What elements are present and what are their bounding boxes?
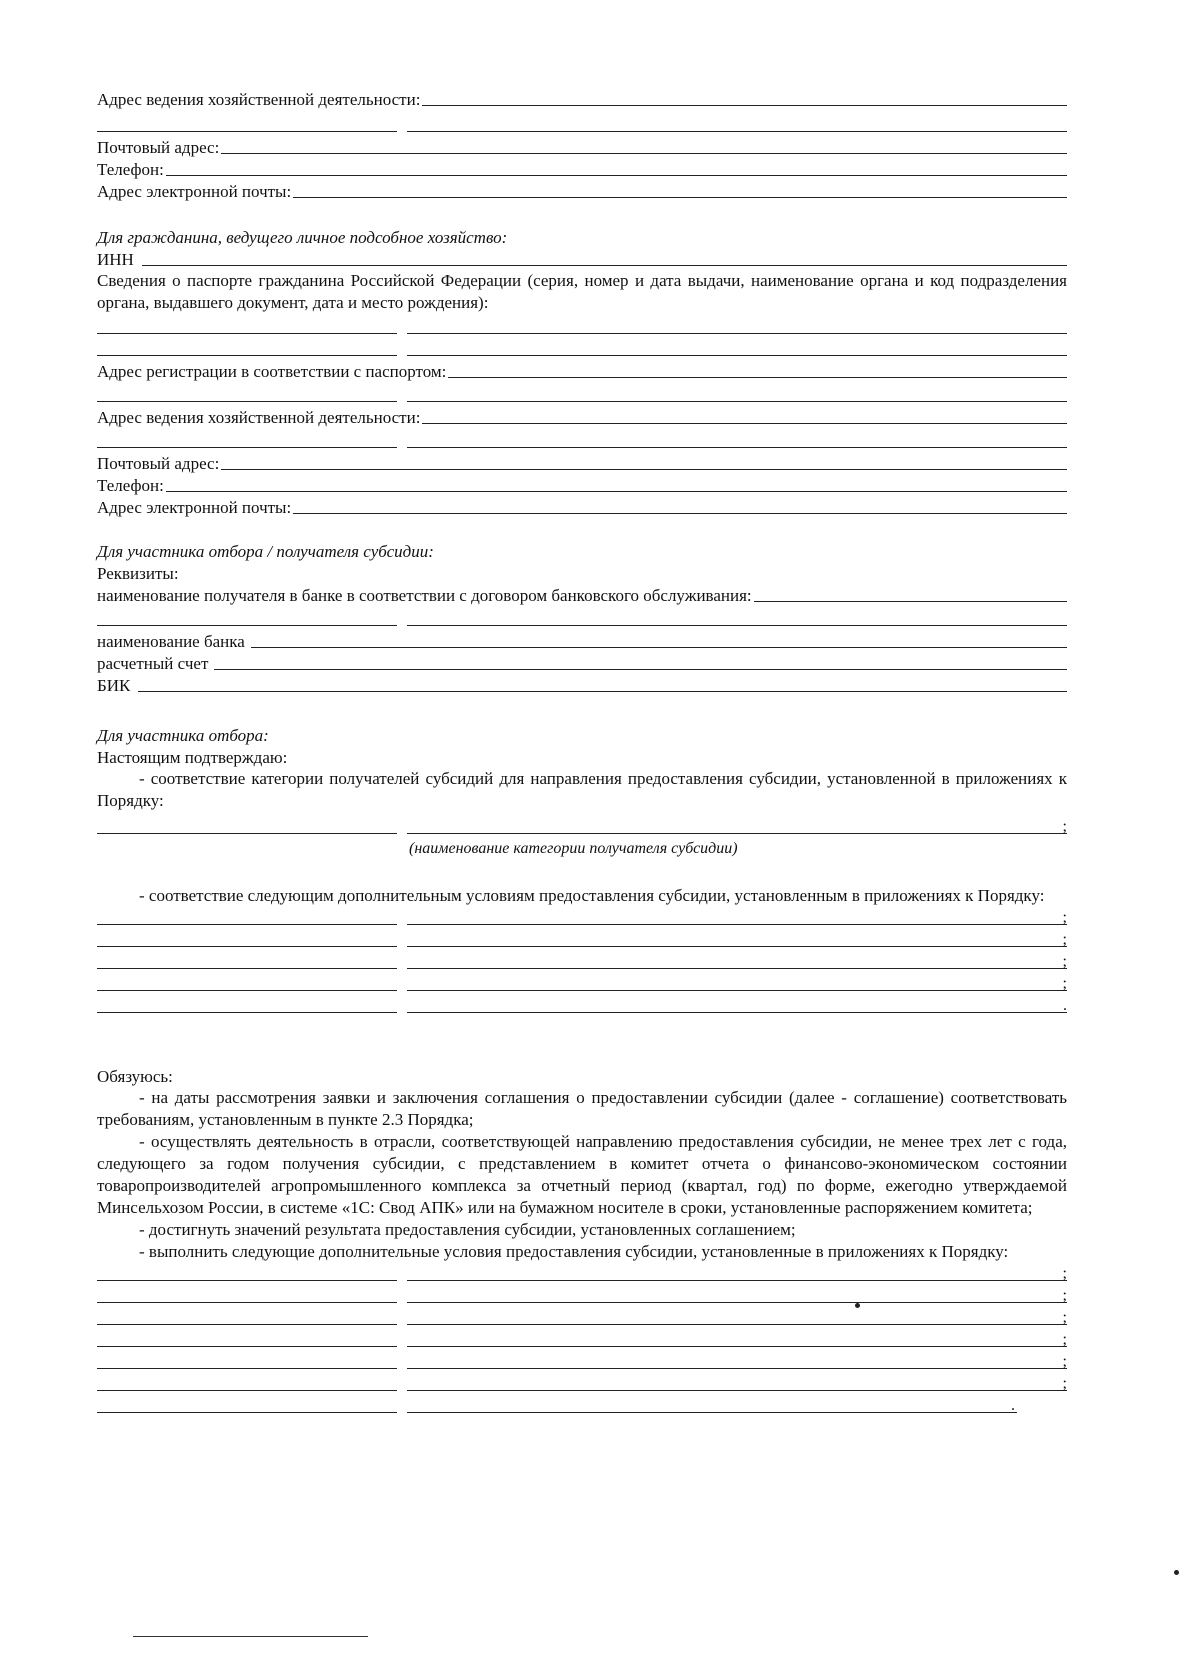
registration-row	[97, 360, 1067, 382]
category-semicolon: ;	[1062, 818, 1067, 835]
conditions-line-5-punct: .	[1063, 997, 1067, 1014]
extra-conditions-line-1[interactable]	[97, 1263, 1067, 1285]
account-row	[97, 652, 1067, 674]
activity-address-row	[97, 88, 1067, 110]
extra-conditions-line-6[interactable]	[97, 1373, 1067, 1395]
conditions-line-2[interactable]	[97, 929, 1067, 951]
obligation-item-2: - осуществлять деятельность в отрасли, соответствующей направлению предоставления субсидии, не менее трех лет с года, следующего за годом получения субсидии, с представлением в комитет отчета о финансово-экономическом состоянии товаропроизводителей агропромышленного комплекса за отчетный период (квартал, год) по форме, ежегодно утверждаемой Минсельхозом России, в системе «1С: Свод АПК» или на бумажном носителе в сроки, установленные распоряжением комитета;	[97, 1132, 1067, 1217]
recipient-block	[97, 540, 1067, 696]
extra-conditions-line-7[interactable]	[97, 1395, 1067, 1417]
email-row	[97, 180, 1067, 202]
registration-field[interactable]	[448, 377, 1067, 378]
obligations-block	[97, 1065, 1067, 1417]
participant-block	[97, 724, 1067, 838]
conditions-line-3[interactable]	[97, 951, 1067, 973]
bank-recipient-label: наименование получателя в банке в соответствии с договором банковского обслуживания:	[97, 586, 752, 605]
citizen-email-field[interactable]	[293, 513, 1067, 514]
bik-row	[97, 674, 1067, 696]
category-caption: (наименование категории получателя субсидии)	[409, 840, 738, 857]
citizen-email-row	[97, 496, 1067, 518]
scan-speck-dot	[855, 1303, 860, 1308]
phone-label: Телефон:	[97, 160, 164, 179]
registration-continuation[interactable]	[97, 384, 1067, 406]
citizen-heading: Для гражданина, ведущего личное подсобное хозяйство:	[97, 228, 508, 247]
recipient-heading: Для участника отбора / получателя субсидии:	[97, 542, 434, 561]
citizen-phone-label: Телефон:	[97, 476, 164, 495]
conditions-text: - соответствие следующим дополнительным условиям предоставления субсидии, установленным в приложениях к Порядку:	[139, 886, 1045, 905]
extra-conditions-line-2[interactable]	[97, 1285, 1067, 1307]
passport-text: Сведения о паспорте гражданина Российской Федерации (серия, номер и дата выдачи, наименование органа и код подразделения органа, выдавшего документ, дата и место рождения):	[97, 271, 1067, 312]
citizen-email-label: Адрес электронной почты:	[97, 498, 292, 517]
extra-conditions-line-4[interactable]	[97, 1329, 1067, 1351]
conditions-line-1[interactable]	[97, 907, 1067, 929]
postal-label: Почтовый адрес:	[97, 138, 220, 157]
citizen-block	[97, 226, 1067, 518]
obligation-item-1: - на даты рассмотрения заявки и заключения соглашения о предоставлении субсидии (далее - соглашение) соответствовать требованиям, установленным в пункте 2.3 Порядка;	[97, 1088, 1067, 1129]
extra-conditions-line-5[interactable]	[97, 1351, 1067, 1373]
account-label: расчетный счет	[97, 654, 209, 673]
citizen-activity-continuation[interactable]	[97, 430, 1067, 452]
postal-field[interactable]	[221, 153, 1067, 154]
inn-field[interactable]	[142, 265, 1067, 266]
activity-address-continuation[interactable]	[97, 114, 1067, 136]
citizen-postal-row	[97, 452, 1067, 474]
bik-field[interactable]	[138, 691, 1067, 692]
passport-line-2[interactable]	[97, 338, 1067, 360]
category-text: - соответствие категории получателей субсидий для направления предоставления субсидии, установленной в приложениях к Порядку:	[97, 769, 1067, 810]
obligation-item-3: - достигнуть значений результата предоставления субсидии, установленных соглашением;	[139, 1220, 796, 1239]
citizen-activity-label: Адрес ведения хозяйственной деятельности:	[97, 408, 421, 427]
citizen-postal-label: Почтовый адрес:	[97, 454, 220, 473]
email-label: Адрес электронной почты:	[97, 182, 292, 201]
email-field[interactable]	[293, 197, 1067, 198]
footer-rule	[133, 1636, 368, 1637]
conditions-block	[97, 885, 1067, 1017]
activity-address-field[interactable]	[422, 105, 1067, 106]
extra-conditions-line-1-punct: ;	[1062, 1265, 1067, 1282]
extra-conditions-line-2-punct: ;	[1062, 1287, 1067, 1304]
postal-row	[97, 136, 1067, 158]
conditions-line-4[interactable]	[97, 973, 1067, 995]
activity-address-label: Адрес ведения хозяйственной деятельности:	[97, 90, 421, 109]
conditions-line-5[interactable]	[97, 995, 1067, 1017]
category-field[interactable]	[97, 816, 1067, 838]
confirm-label: Настоящим подтверждаю:	[97, 748, 288, 767]
bank-recipient-row	[97, 584, 1067, 606]
bank-name-label: наименование банка	[97, 632, 245, 651]
citizen-activity-field[interactable]	[422, 423, 1067, 424]
inn-row	[97, 248, 1067, 270]
bank-recipient-continuation[interactable]	[97, 608, 1067, 630]
extra-conditions-line-3-punct: ;	[1062, 1309, 1067, 1326]
conditions-line-2-punct: ;	[1062, 931, 1067, 948]
conditions-line-4-punct: ;	[1062, 975, 1067, 992]
passport-line-1[interactable]	[97, 316, 1067, 338]
registration-label: Адрес регистрации в соответствии с паспортом:	[97, 362, 447, 381]
account-field[interactable]	[214, 669, 1067, 670]
extra-conditions-line-4-punct: ;	[1062, 1331, 1067, 1348]
conditions-line-3-punct: ;	[1062, 953, 1067, 970]
extra-conditions-line-6-punct: ;	[1062, 1375, 1067, 1392]
phone-field[interactable]	[166, 175, 1067, 176]
bank-name-field[interactable]	[251, 647, 1067, 648]
phone-row	[97, 158, 1067, 180]
bank-recipient-field[interactable]	[754, 601, 1067, 602]
extra-conditions-line-3[interactable]	[97, 1307, 1067, 1329]
business-contacts-block	[97, 88, 1067, 202]
citizen-activity-row	[97, 406, 1067, 428]
participant-heading: Для участника отбора:	[97, 726, 269, 745]
extra-conditions-line-7-punct: .	[1011, 1397, 1015, 1414]
citizen-postal-field[interactable]	[221, 469, 1067, 470]
extra-conditions-line-5-punct: ;	[1062, 1353, 1067, 1370]
inn-label: ИНН	[97, 250, 134, 269]
bik-label: БИК	[97, 676, 131, 695]
obligations-heading: Обязуюсь:	[97, 1067, 173, 1086]
obligation-item-4: - выполнить следующие дополнительные условия предоставления субсидии, установленные в приложениях к Порядку:	[139, 1242, 1009, 1261]
conditions-line-1-punct: ;	[1062, 909, 1067, 926]
requisites-label: Реквизиты:	[97, 564, 179, 583]
citizen-phone-row	[97, 474, 1067, 496]
citizen-phone-field[interactable]	[166, 491, 1067, 492]
bank-name-row	[97, 630, 1067, 652]
scan-speck-dot-edge	[1174, 1570, 1179, 1575]
